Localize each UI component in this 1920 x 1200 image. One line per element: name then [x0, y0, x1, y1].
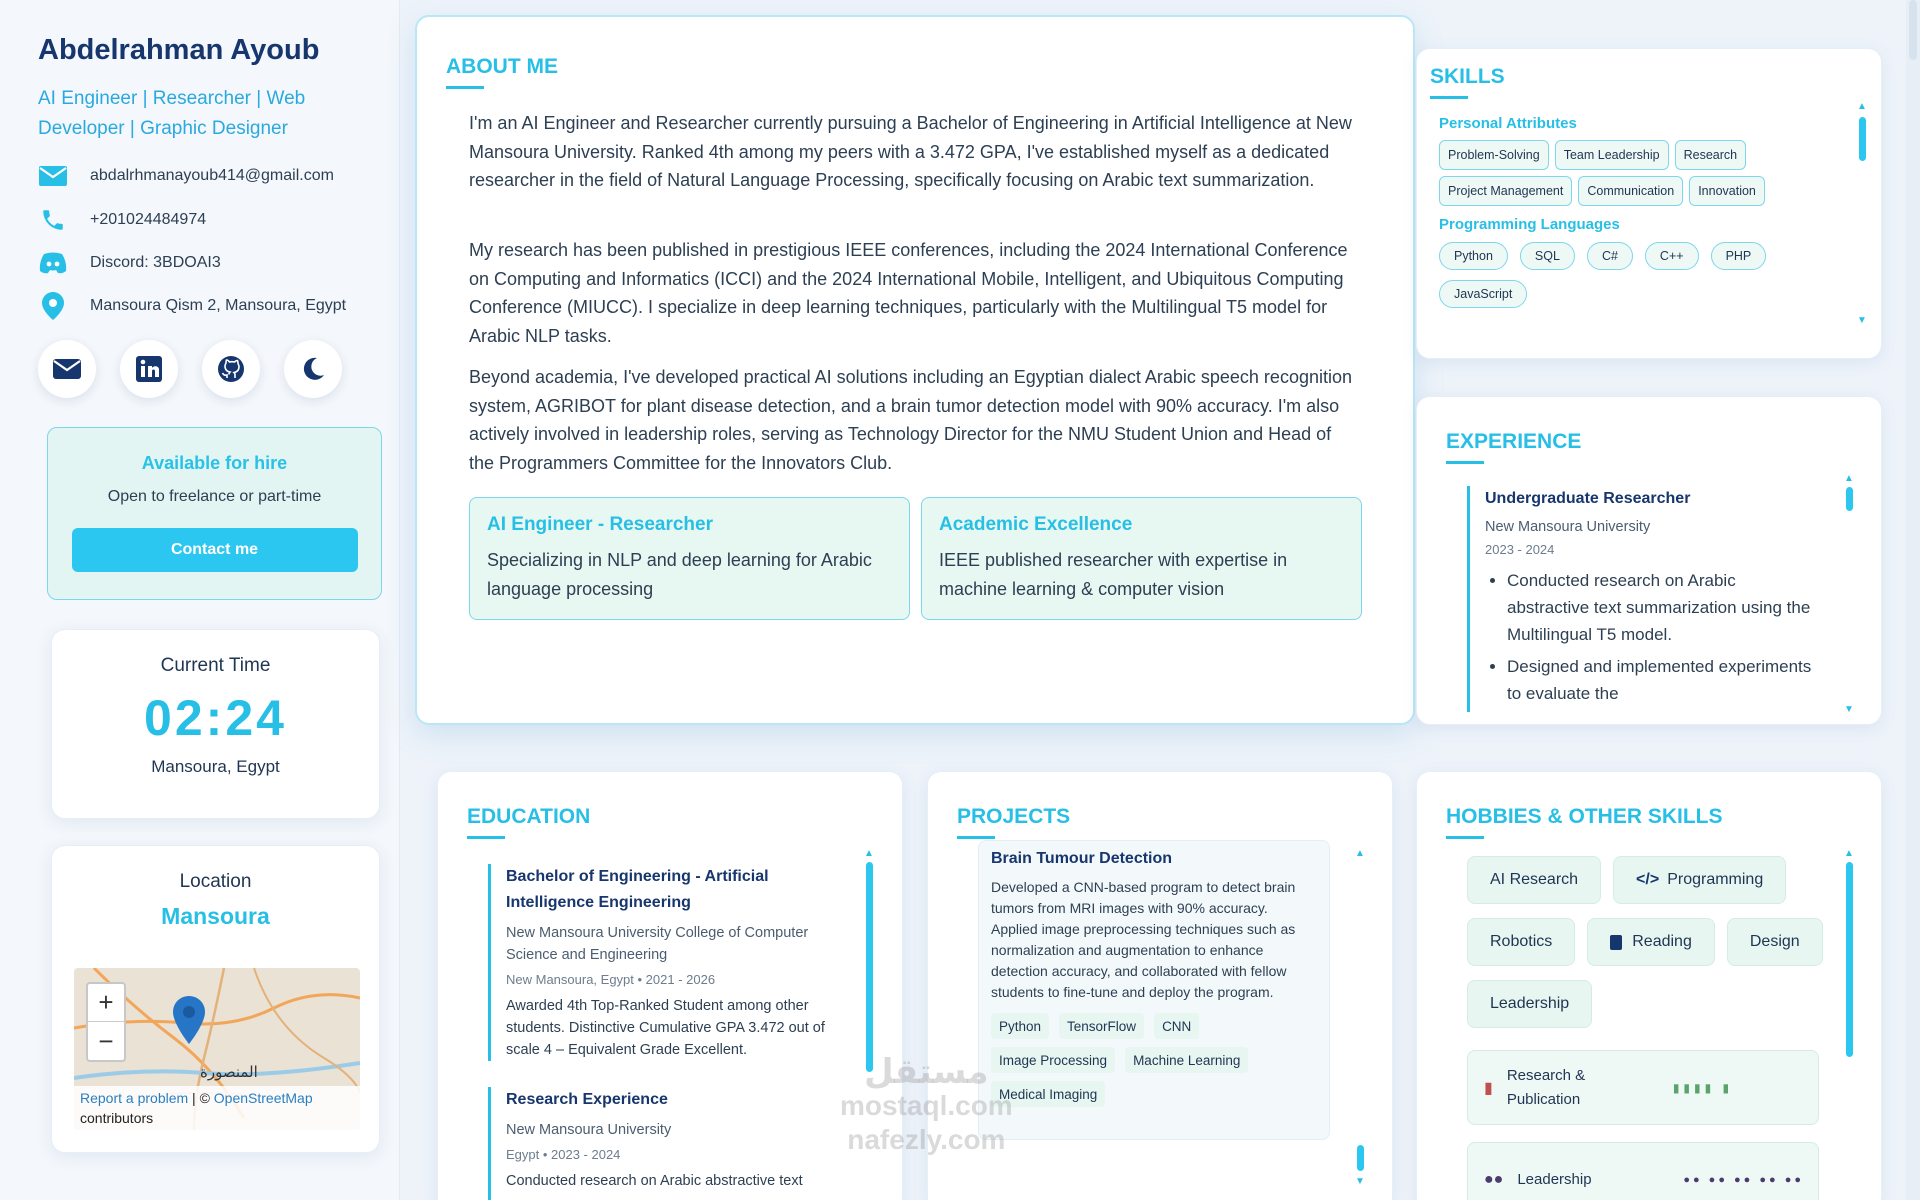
experience-bullet: • Conducted research on Arabic abstractive text summarization using the Multilingual T5 model. — [1507, 567, 1817, 648]
scroll-up-arrow[interactable]: ▲ — [1857, 101, 1867, 112]
highlight-ai-engineer — [469, 497, 910, 620]
education-school: New Mansoura University — [506, 1122, 672, 1138]
people-icon: ●● — [1484, 1170, 1504, 1188]
scroll-down-arrow[interactable]: ▼ — [1857, 315, 1867, 326]
social-mail-button[interactable] — [38, 340, 96, 398]
page-scrollbar-track[interactable] — [1906, 0, 1920, 1200]
scroll-up-arrow[interactable]: ▲ — [1844, 848, 1854, 859]
skill-chip: Problem-Solving — [1439, 140, 1549, 170]
hobby-label: Robotics — [1490, 933, 1553, 950]
social-github-button[interactable] — [202, 340, 260, 398]
education-title: EDUCATION — [467, 805, 591, 828]
hobbies-section — [1416, 771, 1882, 1200]
profile-name: Abdelrahman Ayoub — [38, 34, 320, 66]
language-pill: PHP — [1711, 242, 1767, 270]
zoom-out-button[interactable]: − — [98, 1025, 114, 1056]
language-pill: C++ — [1645, 242, 1699, 270]
highlight-title: AI Engineer - Researcher — [487, 514, 713, 535]
time-label: Current Time — [160, 655, 271, 676]
hobby-label: AI Research — [1490, 871, 1579, 888]
language-pill: C# — [1587, 242, 1633, 270]
social-linkedin-button[interactable] — [120, 340, 178, 398]
hobby-label: Design — [1749, 933, 1800, 950]
project-tag: Image Processing — [991, 1047, 1115, 1073]
contact-discord[interactable] — [38, 248, 221, 278]
page-scrollbar-thumb[interactable] — [1909, 0, 1917, 60]
highlight-text: IEEE published researcher with expertise in machine learning & computer vision — [939, 550, 1288, 599]
location-pin-icon — [38, 291, 68, 321]
map-attribution — [74, 1086, 360, 1130]
location-widget — [51, 845, 380, 1153]
projects-title: PROJECTS — [957, 805, 1071, 828]
report-problem-link[interactable]: Report a problem — [80, 1090, 189, 1106]
skills-scrollbar[interactable] — [1859, 117, 1866, 161]
skills-section — [1416, 48, 1882, 359]
contact-me-button[interactable]: Contact me — [72, 528, 358, 572]
hire-subtitle: Open to freelance or part-time — [107, 488, 322, 505]
project-card[interactable] — [978, 840, 1330, 1140]
books-icon: ▮ — [1484, 1079, 1493, 1097]
education-item — [488, 864, 838, 1061]
personal-attributes-list — [1439, 140, 1819, 206]
scroll-up-arrow[interactable]: ▲ — [864, 848, 874, 859]
scroll-up-arrow[interactable]: ▲ — [1355, 848, 1365, 859]
scroll-up-arrow[interactable]: ▲ — [1844, 473, 1854, 484]
programming-languages-list — [1439, 242, 1769, 308]
experience-bullets — [1485, 567, 1817, 707]
education-item — [488, 1087, 838, 1200]
skill-row-leadership — [1467, 1142, 1819, 1200]
hobby-chip — [1727, 918, 1823, 966]
highlight-title: Academic Excellence — [939, 514, 1133, 535]
phone-icon — [38, 205, 68, 235]
projects-scrollbar[interactable] — [1357, 1145, 1364, 1171]
experience-section — [1416, 396, 1882, 725]
scroll-down-arrow[interactable]: ▼ — [1844, 704, 1854, 715]
attribution-separator: | © — [188, 1090, 214, 1106]
education-scrollbar[interactable] — [866, 862, 873, 1072]
location-map[interactable] — [74, 968, 360, 1130]
education-meta: Egypt • 2023 - 2024 — [506, 1147, 621, 1162]
project-name: Brain Tumour Detection — [991, 850, 1173, 867]
location-label: Location — [179, 871, 252, 892]
skill-chip: Team Leadership — [1555, 140, 1669, 170]
hire-title: Available for hire — [141, 453, 288, 473]
location-city: Mansoura — [161, 903, 270, 929]
scroll-down-arrow[interactable]: ▼ — [1355, 1176, 1365, 1187]
hobbies-scrollbar[interactable] — [1846, 862, 1853, 1057]
theme-toggle-button[interactable] — [284, 340, 342, 398]
map-zoom-control — [86, 982, 126, 1062]
book-icon — [1610, 935, 1622, 950]
watermark-mostaql: mostaql.com — [840, 1090, 1013, 1121]
skills-title: SKILLS — [1430, 65, 1505, 88]
time-place: Mansoura, Egypt — [151, 757, 280, 776]
education-degree: Bachelor of Engineering - Artificial Intelligence Engineering — [506, 868, 769, 911]
address-text: Mansoura Qism 2, Mansoura, Egypt — [90, 297, 347, 314]
time-value: 02:24 — [144, 690, 287, 746]
highlight-text: Specializing in NLP and deep learning for Arabic language processing — [487, 550, 872, 599]
watermark-arabic: مستقل — [864, 1053, 989, 1091]
education-meta: New Mansoura, Egypt • 2021 - 2026 — [506, 972, 716, 987]
discord-icon — [38, 248, 68, 278]
project-tag: TensorFlow — [1059, 1013, 1144, 1039]
project-desc: Developed a CNN-based program to detect brain tumors from MRI images with 90% accuracy. Applied image preprocessing techniques such as normalization and augmentation to enhance detection accuracy, and collaborated with fellow students to fine-tune and deploy the program. — [991, 879, 1296, 1000]
education-degree: Research Experience — [506, 1091, 668, 1108]
rating-books-icon: ▮▮▮▮ ▮ — [1672, 1080, 1734, 1095]
map-city-label: المنصورة — [200, 1064, 258, 1081]
map-marker-icon[interactable] — [173, 996, 205, 1044]
experience-role: Undergraduate Researcher — [1485, 490, 1691, 507]
skill-chip: Communication — [1578, 176, 1683, 206]
profile-sidebar — [0, 0, 400, 1200]
moon-icon — [300, 356, 326, 382]
education-section — [437, 771, 903, 1200]
skill-row-research — [1467, 1050, 1819, 1125]
hire-panel — [47, 427, 382, 600]
contact-address — [38, 291, 346, 321]
project-tag: Medical Imaging — [991, 1081, 1105, 1107]
hobby-chip — [1467, 856, 1601, 904]
experience-org: New Mansoura University — [1485, 519, 1651, 535]
contact-email[interactable] — [38, 161, 334, 191]
experience-dates: 2023 - 2024 — [1485, 542, 1555, 557]
language-pill: Python — [1439, 242, 1508, 270]
language-pill: SQL — [1520, 242, 1575, 270]
education-desc: Awarded 4th Top-Ranked Student among other students. Distinctive Cumulative GPA 3.472 out of scale 4 – Equivalent Grade Excellent. — [506, 998, 825, 1058]
contact-phone[interactable] — [38, 205, 206, 235]
hobby-chip — [1467, 980, 1592, 1028]
about-paragraph-3: Beyond academia, I've developed practical AI solutions including an Egyptian dialect Arabic speech recognition system, AGRIBOT for plant disease detection, and a brain tumor detection model with 90% accuracy. I'm also actively involved in leadership roles, serving as Technology Director for the NMU Student Union and Head of the Programmers Committee for the Innovators Club. — [469, 367, 1352, 473]
highlight-academic — [921, 497, 1362, 620]
linkedin-icon — [135, 355, 163, 383]
skill-row-label: Research & Publication — [1506, 1066, 1586, 1108]
osm-link[interactable]: OpenStreetMap — [213, 1090, 313, 1106]
about-paragraph-2: My research has been published in prestigious IEEE conferences, including the 2024 International Conference on Computing and Informatics (ICCI) and the 2024 International Mobile, Intelligent, and Ubiquitous Computing Conference (MIUCC). I specialize in deep learning techniques, particularly with the Multilingual T5 model for Arabic NLP tasks. — [469, 240, 1348, 346]
github-icon — [217, 355, 245, 383]
skill-chip: Research — [1675, 140, 1747, 170]
education-desc: Conducted research on Arabic abstractive text — [506, 1173, 803, 1189]
about-title: ABOUT ME — [446, 55, 558, 78]
hobby-label: Reading — [1632, 933, 1692, 950]
watermark — [840, 1055, 1013, 1157]
about-paragraph-1: I'm an AI Engineer and Researcher currently pursuing a Bachelor of Engineering in Artificial Intelligence at New Mansoura University. Ranked 4th among my peers with a 3.472 GPA, I've established myself as a dedicated researcher in the field of Natural Language Processing, specifically focusing on Arabic text summarization. — [469, 113, 1352, 190]
rating-people-icon: ●● ●● ●● ●● ●● — [1683, 1173, 1804, 1186]
project-tag: CNN — [1154, 1013, 1199, 1039]
language-pill: JavaScript — [1439, 280, 1527, 308]
code-icon: </> — [1636, 871, 1660, 888]
experience-scrollbar[interactable] — [1846, 487, 1853, 511]
attribution-contributors: contributors — [80, 1110, 154, 1126]
project-tag: Machine Learning — [1125, 1047, 1248, 1073]
skill-chip: Project Management — [1439, 176, 1572, 206]
email-text: abdalrhmanayoub414@gmail.com — [90, 167, 334, 184]
envelope-icon — [38, 161, 68, 191]
zoom-in-button[interactable]: + — [88, 984, 124, 1022]
education-school: New Mansoura University College of Computer Science and Engineering — [506, 925, 809, 963]
experience-timeline — [1467, 486, 1817, 712]
mail-icon — [52, 358, 82, 380]
time-widget — [51, 629, 380, 819]
project-tags — [991, 1013, 1317, 1107]
hobby-chips — [1467, 856, 1837, 1028]
discord-text: Discord: 3BDOAI3 — [90, 254, 221, 271]
about-section — [415, 15, 1415, 725]
experience-bullet: • Designed and implemented experiments to evaluate the — [1507, 653, 1817, 707]
social-links — [38, 340, 342, 398]
skill-row-label: Leadership — [1517, 1171, 1592, 1188]
hobby-chip — [1587, 918, 1715, 966]
experience-title: EXPERIENCE — [1446, 430, 1582, 453]
personal-attributes-title: Personal Attributes — [1439, 115, 1577, 132]
hobby-chip — [1613, 856, 1786, 904]
profile-role: AI Engineer | Researcher | Web Developer | Graphic Designer — [38, 88, 306, 139]
project-tag: Python — [991, 1013, 1049, 1039]
hobbies-title: HOBBIES & OTHER SKILLS — [1446, 805, 1723, 828]
hobby-chip — [1467, 918, 1575, 966]
watermark-nafezly: nafezly.com — [847, 1124, 1006, 1155]
skill-chip: Innovation — [1689, 176, 1765, 206]
hobby-label: Programming — [1667, 871, 1764, 888]
programming-languages-title: Programming Languages — [1439, 216, 1620, 233]
hobby-label: Leadership — [1490, 995, 1570, 1012]
phone-text: +201024484974 — [90, 211, 207, 228]
